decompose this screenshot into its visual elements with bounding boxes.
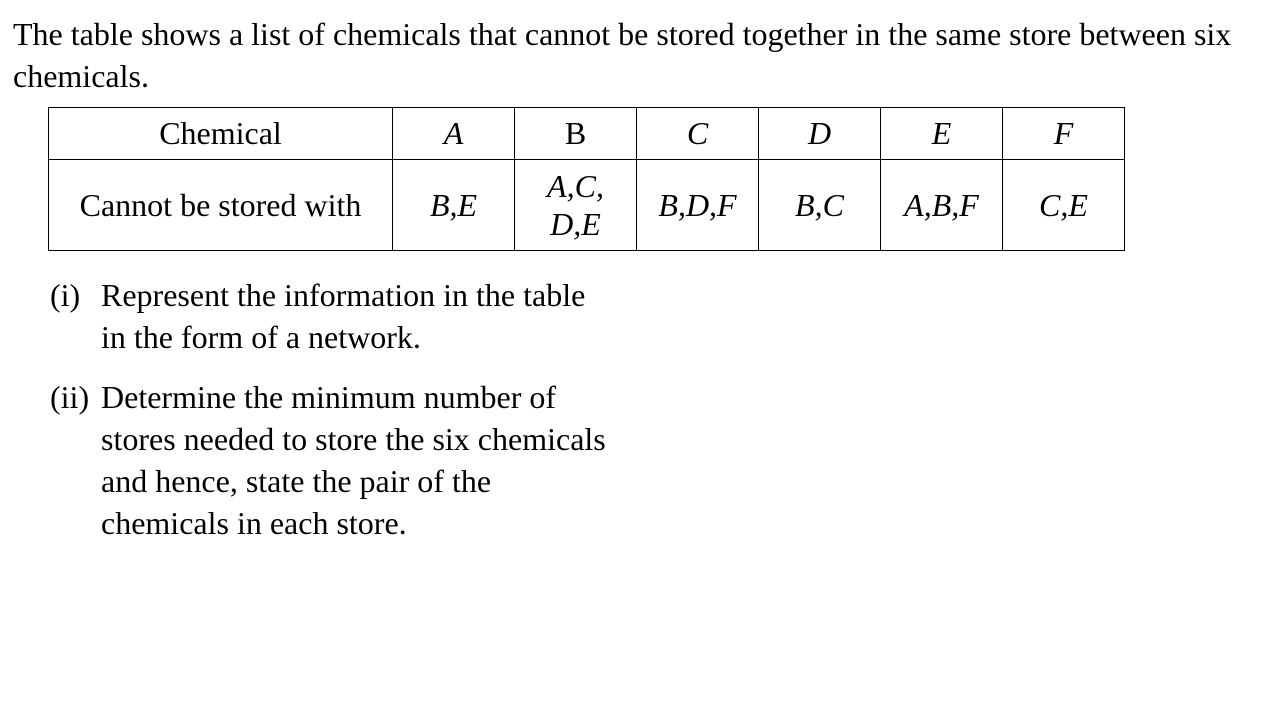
intro-text: The table shows a list of chemicals that cannot be stored together in the same store between six chemicals. (13, 16, 1232, 94)
table-value-cell (637, 160, 759, 251)
table-value-cell (881, 160, 1003, 251)
table-row-label-cannot-store: Cannot be stored with (49, 160, 393, 251)
table-value-line: A,C, (547, 168, 604, 204)
table-header-cell: C (637, 108, 759, 160)
table-value-line: B,D,F (658, 187, 737, 223)
table-value-line: B,E (429, 187, 478, 223)
table-value-line: A,B,F (904, 187, 979, 223)
table-value-cell (393, 160, 515, 251)
question-text: Represent the information in the table in the form of a network. (101, 277, 586, 355)
table-row-label-chemical: Chemical (49, 108, 393, 160)
table-header-cell: F (1003, 108, 1125, 160)
table-value-line: C,E (1039, 187, 1088, 223)
table-value-cell (515, 160, 637, 251)
question-number: (ii) (50, 379, 90, 415)
chemical-storage-table (48, 107, 1125, 251)
question-i (50, 274, 610, 358)
table-values-row (49, 160, 1125, 251)
table-header-cell: A (393, 108, 515, 160)
question-ii (50, 376, 610, 544)
question-number: (i) (50, 277, 81, 313)
table-header-cell: B (515, 108, 637, 160)
table-value-cell (759, 160, 881, 251)
question-text: Determine the minimum number of stores needed to store the six chemicals and hence, state the pair of the chemicals in each store. (101, 379, 606, 541)
table-value-line: D,E (550, 206, 601, 242)
table-header-row (49, 108, 1125, 160)
table-value-line: B,C (795, 187, 844, 223)
table-value-cell (1003, 160, 1125, 251)
table-header-cell: E (881, 108, 1003, 160)
table-header-cell: D (759, 108, 881, 160)
